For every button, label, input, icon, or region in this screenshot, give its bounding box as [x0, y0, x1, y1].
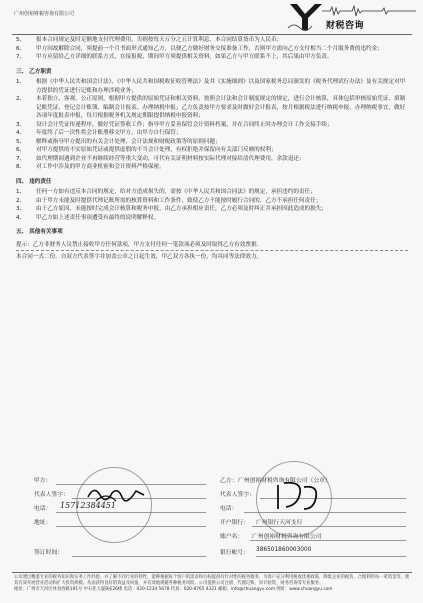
- clause-number: 8、: [16, 164, 26, 170]
- clause-text: 由于乙方原因，未能按时完成会计核算和税务申报，由乙方承担相应责任，乙方必须及时纠正并承担因此造成的损失；: [36, 206, 327, 212]
- rep-b-label: 代表人签字：: [220, 492, 255, 498]
- handwritten-signature-b: [274, 479, 324, 513]
- clause-number: 4、: [16, 214, 26, 221]
- clause-text: 由于甲方未能及时提供代理记账所需的核算资料和工作条件，致使乙方不能按时履行合同的，乙方不承担任何责任；: [36, 197, 322, 204]
- clause-number: 5、: [16, 37, 26, 43]
- clause-item: [16, 138, 408, 147]
- party-a-stamp: [76, 467, 152, 543]
- phone-b-label: 电话：: [220, 506, 238, 512]
- clause-number: 2、: [16, 96, 26, 102]
- clause-text: 如代理期间遇到企业不再继续经营等重大变动，可代有关证明材料按实际代理对接给清代理费用，余款退还；: [36, 155, 305, 162]
- clause-text: 任何一方如有违反本合同的规定，给对方造成损失的，需按《中华人民共和国合同法》的规定，承担违约的责任；: [36, 189, 316, 195]
- clause-number: 7、: [16, 54, 26, 60]
- account-name-label: 账户名：: [220, 534, 244, 540]
- account-no-value: 386501860003000: [256, 547, 312, 553]
- clause-item: [16, 36, 408, 45]
- clause-number: 6、: [16, 147, 26, 153]
- clause-item: [16, 146, 408, 155]
- footer-contact: 地址：广州市天河区体育西路191号 中石化大厦B座26楼 电话：020-1234 5678 传真：020-8765 4321 邮箱：info@chuangyu.com 网址：www.chuangyu.com: [14, 587, 333, 592]
- clause-item: [16, 121, 408, 130]
- payment-hint: 提示：乙方非财务人员禁止接收甲方任何款项，甲方支付任何一笔款项必须及时取得乙方有效票据。: [16, 241, 408, 252]
- account-name-line: [250, 540, 406, 541]
- sig-row-address: [16, 517, 408, 529]
- party-b-label: 乙方：: [220, 478, 238, 484]
- clause-item: [16, 78, 408, 95]
- clause-number: 6、: [16, 45, 26, 52]
- sig-row-phone: [16, 503, 408, 515]
- header-company-name: 广州创裕财税咨询有限公司: [14, 11, 75, 17]
- page-footer: [14, 575, 412, 593]
- clause-number: 1、: [16, 189, 26, 195]
- page-header: [0, 0, 423, 34]
- date-line: [72, 556, 206, 557]
- clause-number: 1、: [16, 79, 26, 85]
- clause-text: 报本合同规定及时足额地支付代理费用，否则按每天万分之五计算利息，本合同结算货币为人民币；: [36, 37, 283, 43]
- clause-number: 5、: [16, 138, 26, 145]
- clause-item: [16, 53, 408, 62]
- clause-item: [16, 197, 408, 206]
- clause-item: [16, 205, 408, 214]
- clause-text: 年度终了后一次性将会计账册移交甲方，由甲方自行保管；: [36, 130, 182, 136]
- clause-text: 根据《中华人民共和国会计法》、《中华人民共和国税收征收管理法》及其《实施细则》以及国家税务总局颁发的《税务代理试行办法》及有关规定对甲方提供的凭证进行记账和办理涉税业务；: [36, 79, 406, 94]
- signed-date-label: 签订时间：: [34, 550, 63, 556]
- clause-item: [16, 188, 408, 197]
- clause-number: 4、: [16, 130, 26, 136]
- sig-row-account-name: [16, 531, 408, 543]
- bank-value: 广州银行天河支行: [256, 520, 303, 526]
- logo-wave-icon: [322, 5, 416, 17]
- clause-text: 甲乙方如上述责任事项遭受有最终的说明解释权。: [36, 214, 160, 221]
- section-3-title: 三、 乙方职责: [16, 68, 52, 75]
- clause-item: [16, 163, 408, 172]
- footer-divider: [12, 572, 412, 573]
- clause-text: 解释或指导甲方提出的有关会计处理、会计法规和财税政策等的原则问题；: [36, 138, 221, 145]
- clause-text: 对工作中涉及的甲方商业机密和会计资料严格保密。: [36, 164, 165, 170]
- clause-item: [16, 45, 408, 54]
- section-4-title: 四、 违约责任: [16, 178, 52, 185]
- sig-row-party: [16, 475, 408, 487]
- section-4-list: [16, 188, 408, 222]
- footer-intro: 公司透过精湛专业的税务知识和实务工作经验，并了解不同行业的特性，能够根据每个客户的需求和目标提供有针对性的税务服务，为客户充分利用税收优惠政策，降低企业的税负，合理利用每一笔资金等，使其有效开展营业活动和扩大投资规模。从而获得良好的效益及回报，并有效地规避各种税务风险。公司提供公司注册、代理记账、审计验资、财务咨询等专业服务。: [14, 575, 410, 586]
- copies-statement: 本合同一式二份，自双方代表签字并加盖公章之日起生效，甲乙双方各执一份，均具同等法律效力。: [16, 254, 263, 260]
- address-a-label: 地址：: [34, 520, 52, 526]
- handwritten-signature-a: [86, 483, 146, 505]
- signature-block: [16, 475, 408, 570]
- section-3-list: [16, 78, 408, 172]
- clause-item: [16, 214, 408, 223]
- clause-text: 设计会计凭证传递程序，做好凭证签收工作；指导甲方妥善保管会计资料档案，并在合同终止时办理会计工作交接手续；: [36, 121, 333, 128]
- header-divider: [12, 34, 412, 35]
- clause-number: 3、: [16, 206, 26, 212]
- clause-text: 甲方应留给乙方详细的联系方式，在接报税，期间甲方须提供相关资料，如果乙方与甲方联系不上，其后果由甲方负责。: [36, 54, 333, 60]
- account-no-line: [256, 556, 406, 557]
- sig-row-rep: [16, 489, 408, 501]
- clause-text: 本着独立、客观、公正原则，根据甲方提供的原始凭证和相关资料，按照会计法和会计制度规定的规定，进行会计核算，具体包括审核原始凭证、填制记账凭证、登记会计账簿、编制会计报表、办理纳税申报；乙方负责按甲方要求及时做好会计报表，按月根据税法进行纳税申报，办理纳税事宜，做好各项年度报表申报，每月根据税务机关规定期限提供纳税申报资料；: [36, 96, 406, 119]
- account-name-value: 广州创裕财税咨询有限公司: [252, 534, 322, 540]
- clause-number: 3、: [16, 121, 26, 128]
- rep-a-label: 代表人签字：: [34, 492, 69, 498]
- clause-item: [16, 129, 408, 138]
- items-top-list: [16, 36, 408, 62]
- company-logo: [286, 2, 418, 32]
- contract-body: [16, 36, 408, 262]
- phone-a-label: 电话：: [34, 506, 52, 512]
- sig-row-date: [16, 547, 408, 559]
- party-a-label: 甲方：: [34, 478, 52, 484]
- section-5-title: 五、 其他有关事项: [16, 229, 63, 235]
- party-b-name: 广州创裕财税咨询有限公司（公章）: [238, 478, 331, 484]
- clause-text: 对甲方提供的不实原始凭证或提供虚假的不当会计处理，有权拒绝并保留向有关部门反映的权利；: [36, 147, 277, 153]
- clause-number: 7、: [16, 155, 26, 162]
- clause-item: [16, 95, 408, 121]
- logo-y-mark-icon: [286, 2, 326, 32]
- clause-number: 2、: [16, 197, 26, 204]
- logo-text: 财税咨询: [326, 21, 365, 31]
- bank-label: 开户银行：: [220, 520, 249, 526]
- account-no-label: 银行帐号：: [220, 550, 249, 556]
- clause-text: 甲方因故解除合同，须提前一个月书面形式通知乙方，以便乙方做好财务交接准备工作，否则甲方需向乙方支付相当二个月服务费的违约金；: [36, 45, 383, 52]
- phone-a-value: 15712384451: [60, 501, 116, 510]
- clause-item: [16, 155, 408, 164]
